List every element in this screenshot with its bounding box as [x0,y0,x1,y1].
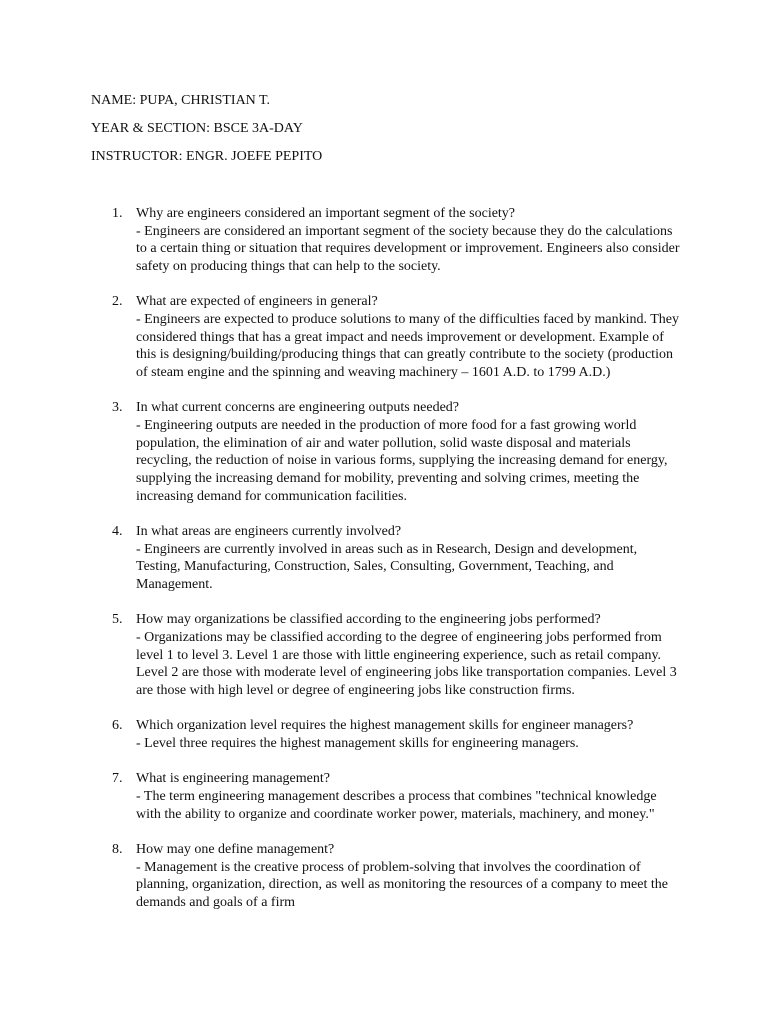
question-number: 1. [112,206,123,221]
question-number: 8. [112,841,123,857]
question-text: How may organizations be classified according to the engineering jobs performed? [136,612,601,628]
answer-text: - Organizations may be classified according to the degree of engineering jobs performed from level 1 to level 3. Level 1 are those with little engineering experience, such as retail company. Level 2 are those with moderate level of engineering jobs like transportation companies. Level 3 are those with high level or degree of engineering jobs like construction firms. [136,630,677,699]
question-number: 4. [112,524,123,540]
list-item [91,717,681,752]
instructor-name: INSTRUCTOR: ENGR. JOEFE PEPITO [91,149,323,164]
list-item [91,293,681,382]
student-info-header [91,92,691,176]
answer-text: - Engineers are considered an important segment of the society because they do the calculations to a certain thing or situation that requires development or improvement. Engineers also consider safety on producing things that can help to the society. [136,223,680,275]
question-text: Which organization level requires the highest management skills for engineer managers? [136,718,634,734]
question-text: How may one define management? [136,841,335,857]
answer-text: - Engineering outputs are needed in the production of more food for a fast growing world population, the elimination of air and water pollution, solid waste disposal and materials recycling, the reduction of noise in various forms, supplying the increasing demand for energy, supplying the increasing demand for mobility, preventing and solving crimes, meeting the increasing demand for communication facilities. [136,418,668,504]
list-item [91,611,681,700]
list-item [91,770,681,823]
list-item [91,841,681,912]
question-list [91,205,681,929]
question-text: Why are engineers considered an important segment of the society? [136,206,516,221]
question-number: 7. [112,771,123,787]
question-text: In what current concerns are engineering outputs needed? [136,400,460,416]
question-number: 5. [112,612,123,628]
question-text: What are expected of engineers in general? [136,294,378,310]
question-number: 3. [112,400,123,416]
question-number: 6. [112,718,123,734]
question-number: 2. [112,294,123,310]
question-text: In what areas are engineers currently involved? [136,524,402,540]
year-section: YEAR & SECTION: BSCE 3A-DAY [91,121,303,136]
list-item [91,399,681,505]
answer-text: - Management is the creative process of problem-solving that involves the coordination of planning, organization, direction, as well as monitoring the resources of a company to meet the demands and goals of a firm [136,859,668,910]
answer-text: - Engineers are currently involved in areas such as in Research, Design and development, Testing, Manufacturing, Construction, Sales, Consulting, Government, Teaching, and Management. [136,541,638,593]
list-item [91,523,681,594]
list-item [91,205,681,276]
question-text: What is engineering management? [136,771,330,787]
student-name: NAME: PUPA, CHRISTIAN T. [91,93,271,108]
answer-text: - Level three requires the highest management skills for engineering managers. [136,736,579,752]
answer-text: - The term engineering management describes a process that combines "technical knowledge with the ability to organize and coordinate worker power, materials, machinery, and money." [136,788,657,822]
answer-text: - Engineers are expected to produce solutions to many of the difficulties faced by mankind. They considered things that has a great impact and needs improvement or development. Example of this is designing/building/producing things that can greatly contribute to the society (production of steam engine and the spinning and weaving machinery – 1601 A.D. to 1799 A.D.) [136,312,679,381]
